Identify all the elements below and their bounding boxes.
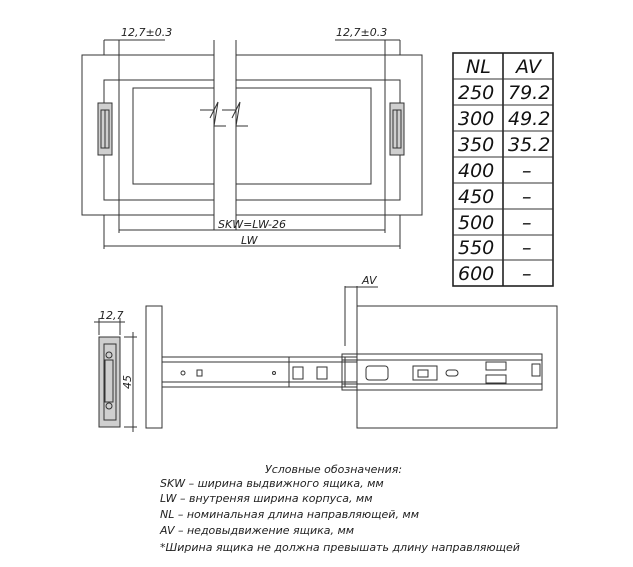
legend-line: *Ширина ящика не должна превышать длину направляющей [160,541,520,554]
left-tolerance-label: 12,7±0.3 [121,26,173,39]
top-view [82,26,422,249]
table-cell: 550 [458,237,495,259]
skw-formula-label: SKW=LW-26 [218,218,286,231]
right-slide-top [390,103,404,155]
table-cell: 300 [458,108,495,130]
legend-title: Условные обозначения: [265,463,403,476]
table-cell: 450 [458,186,495,208]
side-view [94,274,557,432]
nl-av-table [453,53,553,286]
table-cell: – [522,212,532,234]
right-tolerance-label: 12,7±0.3 [336,26,388,39]
table-cell: 35.2 [508,134,551,156]
table-cell: – [522,263,532,285]
legend-line: NL – номинальная длина направляющей, мм [160,508,420,521]
table-cell: – [522,237,532,259]
legend-line: SKW – ширина выдвижного ящика, мм [160,477,384,490]
left-slide-top [98,103,112,155]
lw-label: LW [241,234,258,247]
table-cell: 350 [458,134,495,156]
table-cell: 600 [458,263,495,285]
av-label: AV [362,274,377,287]
drawer-frame [104,80,400,200]
legend-line: AV – недовыдвижение ящика, мм [160,524,355,537]
inner-rail [342,354,542,390]
table-header-av: AV [516,56,542,78]
table-cell: 49.2 [508,108,551,130]
table-cell: 500 [458,212,495,234]
table-cell: 250 [458,82,495,104]
profile-width-label: 12,7 [99,309,124,322]
table-cell: – [522,186,532,208]
slide-profile-section [99,337,120,427]
table-header-nl: NL [466,56,491,78]
table-cell: – [522,160,532,182]
legend-line: LW – внутреняя ширина корпуса, мм [160,492,373,505]
cabinet-side-panel [146,306,162,428]
table-cell: 400 [458,160,495,182]
table-cell: 79.2 [508,82,551,104]
profile-height-label: 45 [121,375,134,389]
legend [159,463,520,554]
